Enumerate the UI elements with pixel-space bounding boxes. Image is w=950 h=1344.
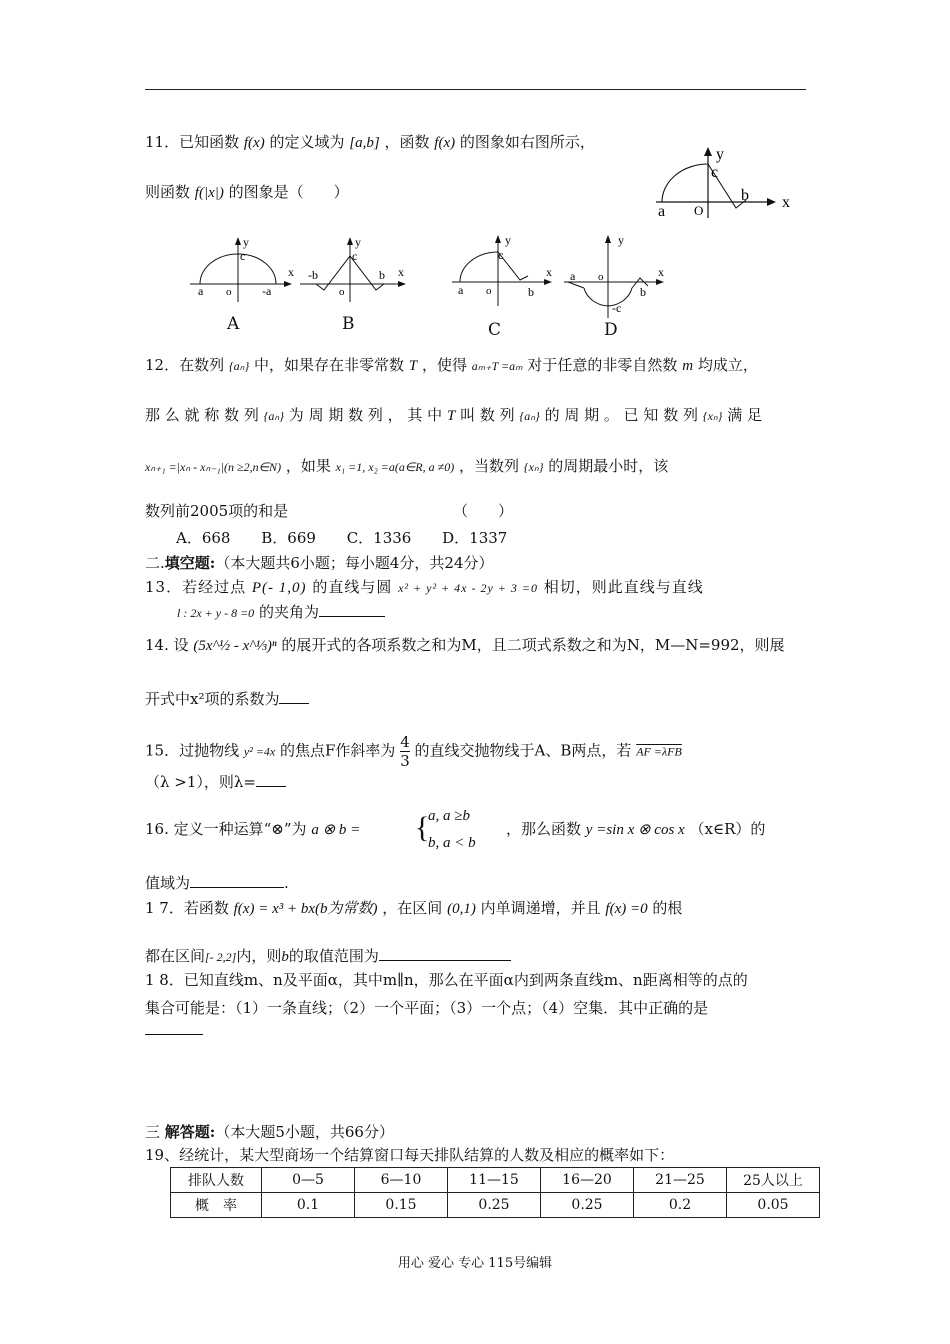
q12-text: 12．在数列 [145, 356, 225, 374]
m-var: m [682, 358, 694, 374]
table-cell: 0.25 [448, 1193, 541, 1218]
q17-text: 都在区间 [145, 947, 206, 965]
q11-domain: [a,b] [349, 135, 380, 151]
choice-b: B．669 [261, 529, 316, 547]
q12-text: 满 足 [727, 406, 763, 424]
x-label: x [398, 265, 404, 279]
section-desc: （本大题共6小题；每小题4分，共24分） [215, 554, 494, 572]
b-label: b [640, 285, 646, 299]
q11-text: 则函数 [145, 183, 191, 201]
table-cell: 0.05 [727, 1193, 820, 1218]
periodic-eq: aₘ₊T =aₘ [471, 359, 523, 373]
q16-text: 值域为 [145, 874, 191, 892]
section-2-heading [145, 552, 494, 573]
q11-text: 的定义域为 [269, 133, 345, 151]
y-label: y [355, 235, 361, 249]
q16-text: ，那么函数 [506, 820, 582, 838]
q12-choices [176, 527, 533, 548]
q11-line2 [145, 181, 349, 202]
y-label: y [505, 233, 511, 247]
fraction-num: 4 [400, 733, 410, 751]
q15-text: 的焦点F作斜率为 [280, 741, 396, 760]
q13-text: 的夹角为 [258, 603, 319, 621]
binomial-expr: (5x^½ - x^⅓)ⁿ [193, 638, 277, 654]
y-label: y [716, 146, 724, 163]
brace-icon: { [415, 811, 430, 844]
option-b-letter: B [342, 314, 355, 334]
origin-label: o [226, 286, 232, 298]
q13-line1 [145, 576, 704, 597]
q15-text: 15．过抛物线 [145, 741, 240, 760]
answer-paren: （ ） [452, 502, 513, 520]
a-label: a [658, 203, 666, 220]
q12-text: ，使得 [421, 356, 467, 374]
q11-text: 的图象是（ ） [228, 183, 349, 201]
c-label: c [711, 164, 719, 181]
answer-blank[interactable] [256, 772, 286, 787]
section-3-heading [145, 1121, 394, 1142]
q15-text: （λ >1），则λ= [145, 773, 256, 791]
q16-text: 16. 定义一种运算“⊗”为 [145, 820, 307, 838]
q12-line2 [145, 404, 762, 425]
queue-probability-table [170, 1167, 820, 1218]
q12-text: 为 周 期 数 列 ， 其 中 [288, 406, 443, 424]
q11-text: 的图象如右图所示， [459, 133, 595, 151]
a-label: a [198, 284, 204, 298]
seq-a: {aₙ} [228, 359, 250, 373]
b-label: b [379, 268, 385, 282]
q11-fabs: f(|x|) [194, 185, 224, 201]
q12-line4 [145, 500, 513, 521]
c-label: c [498, 248, 504, 262]
answer-blank[interactable] [145, 1020, 203, 1035]
q14-text: 的展开式的各项系数之和为M，且二项式系数之和为N，M—N=992，则展 [281, 636, 785, 654]
q17-text: 内单调递增，并且 [480, 899, 601, 917]
section-title: 解答题: [164, 1123, 216, 1141]
function-def: f(x) = x³ + bx(b为常数) [233, 901, 378, 917]
q17-text: 的根 [652, 899, 683, 917]
neg-b-label: -b [308, 268, 318, 282]
seq-a: {aₙ} [263, 409, 285, 423]
q12-text: 中，如果存在非零常数 [254, 356, 405, 374]
interval: (0,1) [447, 901, 476, 917]
q14-line2 [145, 688, 309, 709]
table-row [171, 1168, 820, 1193]
slope-fraction [400, 733, 410, 770]
choice-d: D．1337 [442, 529, 508, 547]
a-label: a [570, 269, 576, 283]
function-expr: y =sin x ⊗ cos x [585, 822, 685, 838]
table-row [171, 1193, 820, 1218]
op-def: a ⊗ b = [311, 822, 361, 838]
c-label: c [352, 249, 358, 263]
q12-text: 叫 数 列 [460, 406, 515, 424]
neg-c-label: -c [612, 301, 622, 315]
q11-option-b-graph [294, 232, 414, 304]
b-label: b [741, 187, 749, 204]
q11-fx: f(x) [243, 135, 265, 151]
option-a-letter: A [227, 314, 240, 334]
y-label: y [243, 235, 249, 249]
option-d-letter: D [604, 320, 618, 340]
circle-eq: x² + y² + 4x - 2y + 3 =0 [398, 581, 538, 595]
table-cell: 概 率 [171, 1193, 262, 1218]
choice-a: A．668 [176, 529, 231, 547]
answer-blank[interactable] [319, 602, 385, 617]
line-eq: l : 2x + y - 8 =0 [177, 606, 255, 620]
period-T: T [446, 408, 456, 424]
q18-line3 [145, 1020, 203, 1039]
q17-text: 1 7．若函数 [145, 899, 229, 917]
q18-line1: 1 8．已知直线m、n及平面α，其中m∥n，那么在平面α内到两条直线m、n距离相等的点的 [145, 971, 748, 989]
q12-line1 [145, 354, 758, 375]
q14-text: 14. 设 [145, 636, 189, 654]
section-prefix: 三 [145, 1123, 161, 1141]
answer-blank[interactable] [190, 873, 284, 888]
choice-c: C．1336 [346, 529, 412, 547]
case-1: a, a ≥b [428, 808, 470, 824]
section-title: 填空题: [164, 554, 216, 572]
c-label: c [240, 249, 246, 263]
table-cell: 25人以上 [727, 1168, 820, 1193]
domain-cond: （x∈R）的 [689, 820, 766, 838]
q15-line2 [145, 771, 286, 792]
y-label: y [618, 233, 624, 247]
page-footer: 用心 爱心 专心 115号编辑 [397, 1256, 553, 1271]
b-label: b [528, 285, 534, 299]
table-cell: 0.1 [262, 1193, 355, 1218]
q16-line1 [145, 818, 360, 839]
point-P: P(- 1,0) [251, 580, 307, 596]
table-cell: 6—10 [355, 1168, 448, 1193]
origin-label: o [598, 271, 604, 283]
q13-text: 相切，则此直线与直线 [543, 578, 704, 596]
option-c-letter: C [488, 320, 502, 340]
period-T: T [408, 358, 418, 374]
q12-text: 数列前2005项的和是 [145, 502, 289, 520]
root-eq: f(x) =0 [605, 901, 648, 917]
q17-text: 内，则 [236, 947, 282, 965]
seq-x: {xₙ} [523, 460, 544, 474]
table-cell: 0.2 [634, 1193, 727, 1218]
q11-option-a-graph [186, 232, 298, 304]
x-label: x [782, 194, 790, 211]
answer-blank[interactable] [379, 946, 511, 961]
q14-line1 [145, 634, 785, 655]
q18-line2: 集合可能是：（1）一条直线；（2）一个平面；（3）一个点；（4）空集．其中正确的是 [145, 999, 709, 1017]
q11-fx: f(x) [434, 135, 456, 151]
q11-line1 [145, 131, 595, 152]
top-rule [145, 89, 806, 90]
section-prefix: 二. [145, 554, 165, 572]
x-label: x [546, 265, 552, 279]
fraction-den: 3 [400, 752, 410, 770]
q12-text: ，如果 [285, 457, 331, 475]
q16-line1b [506, 818, 765, 839]
table-cell: 21—25 [634, 1168, 727, 1193]
q12-text: 对于任意的非零自然数 [527, 356, 678, 374]
q13-text: 13．若经过点 [145, 578, 247, 596]
table-cell: 排队人数 [171, 1168, 262, 1193]
b-var: b [281, 949, 289, 965]
q17-text: 的取值范围为 [288, 947, 379, 965]
q15-text: 的直线交抛物线于A、B两点，若 [414, 741, 632, 760]
seq-x: {xₙ} [702, 409, 723, 423]
origin-label: o [339, 286, 345, 298]
x-label: x [658, 265, 664, 279]
q12-text: 均成立， [697, 356, 758, 374]
q11-option-d-graph [560, 230, 672, 322]
table-cell: 0.25 [541, 1193, 634, 1218]
q17-line2 [145, 945, 511, 966]
q13-line2 [177, 601, 385, 622]
q11-option-c-graph [448, 230, 560, 310]
q13-text: 的直线与圆 [312, 578, 393, 596]
answer-blank[interactable] [279, 689, 309, 704]
case-2: b, a < b [428, 835, 476, 851]
q11-main-graph [650, 140, 800, 220]
q11-text: 11．已知函数 [145, 133, 240, 151]
recurrence: xₙ₊₁ =|xₙ - xₙ₋₁|(n ≥2,n∈N) [145, 460, 282, 474]
initial-values: x₁ =1, x₂ =a(a∈R, a ≠0) [335, 460, 455, 474]
q12-line3 [145, 455, 668, 476]
parabola-eq: y² =4x [243, 744, 276, 759]
q11-text: ，函数 [384, 133, 430, 151]
q16-line2 [145, 872, 289, 893]
table-cell: 11—15 [448, 1168, 541, 1193]
origin-label: O [694, 203, 704, 218]
seq-a: {aₙ} [519, 409, 540, 423]
a-label: a [458, 283, 464, 297]
q12-text: 的周期最小时，该 [548, 457, 669, 475]
interval: [- 2,2] [205, 950, 237, 964]
section-desc: （本大题5小题，共66分） [215, 1123, 394, 1141]
table-cell: 0—5 [262, 1168, 355, 1193]
x-label: x [288, 265, 294, 279]
q12-text: 那 么 就 称 数 列 [145, 406, 259, 424]
neg-a-label: -a [262, 284, 272, 298]
table-cell: 16—20 [541, 1168, 634, 1193]
q17-line1 [145, 897, 682, 918]
q19-line1: 19、经统计，某大型商场一个结算窗口每天排队结算的人数及相应的概率如下： [145, 1146, 675, 1164]
vector-eq: AF =λFB [636, 744, 682, 759]
q16-text: . [284, 874, 289, 892]
origin-label: o [486, 285, 492, 297]
q12-text: ，当数列 [458, 457, 519, 475]
q12-text: 的 周 期 。 已 知 数 列 [544, 406, 698, 424]
q15-line1 [145, 733, 682, 770]
q17-text: ，在区间 [382, 899, 443, 917]
table-cell: 0.15 [355, 1193, 448, 1218]
q14-text: 开式中x²项的系数为 [145, 690, 280, 708]
